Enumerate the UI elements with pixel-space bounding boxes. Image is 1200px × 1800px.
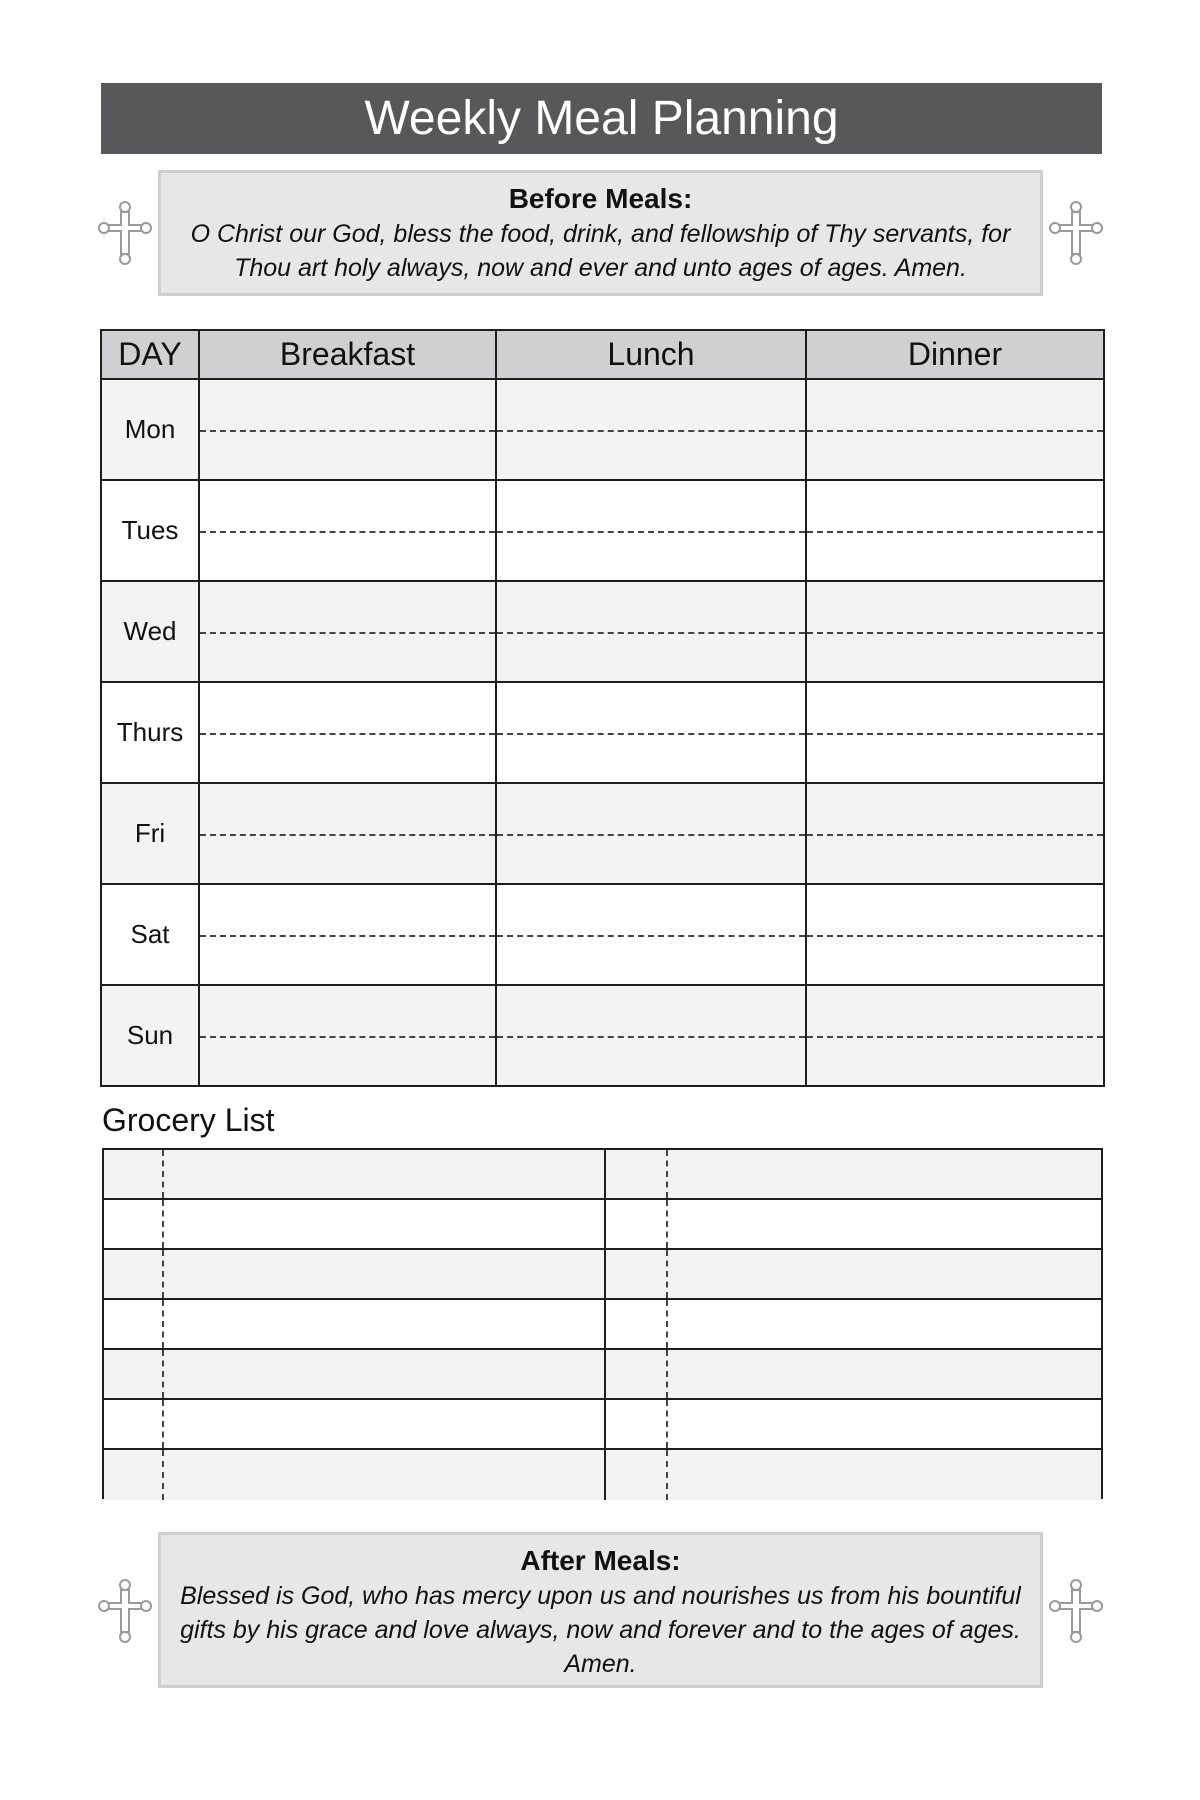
column-divider bbox=[604, 1400, 606, 1448]
grocery-row[interactable] bbox=[104, 1200, 1101, 1250]
cross-icon bbox=[98, 1576, 152, 1646]
lunch-cell[interactable] bbox=[496, 783, 806, 884]
breakfast-cell[interactable] bbox=[199, 884, 496, 985]
header-dinner: Dinner bbox=[806, 330, 1104, 379]
checkbox-divider bbox=[666, 1350, 668, 1398]
page-title: Weekly Meal Planning bbox=[101, 83, 1102, 154]
checkbox-divider bbox=[666, 1250, 668, 1298]
checkbox-divider bbox=[666, 1200, 668, 1248]
column-divider bbox=[604, 1300, 606, 1348]
lunch-cell[interactable] bbox=[496, 379, 806, 480]
header-lunch: Lunch bbox=[496, 330, 806, 379]
lunch-cell[interactable] bbox=[496, 682, 806, 783]
day-label: Sun bbox=[101, 985, 199, 1086]
day-label: Thurs bbox=[101, 682, 199, 783]
breakfast-cell[interactable] bbox=[199, 682, 496, 783]
checkbox-divider bbox=[162, 1400, 164, 1448]
after-meals-prayer bbox=[158, 1532, 1043, 1688]
checkbox-divider bbox=[162, 1450, 164, 1500]
checkbox-divider bbox=[162, 1350, 164, 1398]
column-divider bbox=[604, 1250, 606, 1298]
day-label: Fri bbox=[101, 783, 199, 884]
column-divider bbox=[604, 1350, 606, 1398]
lunch-cell[interactable] bbox=[496, 884, 806, 985]
table-row bbox=[101, 884, 1104, 985]
lunch-cell[interactable] bbox=[496, 480, 806, 581]
breakfast-cell[interactable] bbox=[199, 783, 496, 884]
before-meals-text: O Christ our God, bless the food, drink, and fellowship of Thy servants, for Thou art holy always, now and ever and unto ages of ages. Amen. bbox=[190, 220, 1011, 282]
dinner-cell[interactable] bbox=[806, 682, 1104, 783]
before-meals-prayer bbox=[158, 170, 1043, 296]
column-divider bbox=[604, 1200, 606, 1248]
dinner-cell[interactable] bbox=[806, 480, 1104, 581]
dinner-cell[interactable] bbox=[806, 884, 1104, 985]
grocery-row[interactable] bbox=[104, 1150, 1101, 1200]
grocery-row[interactable] bbox=[104, 1300, 1101, 1350]
grocery-row[interactable] bbox=[104, 1250, 1101, 1300]
checkbox-divider bbox=[666, 1150, 668, 1198]
table-row bbox=[101, 682, 1104, 783]
checkbox-divider bbox=[162, 1250, 164, 1298]
grocery-row[interactable] bbox=[104, 1400, 1101, 1450]
table-row bbox=[101, 581, 1104, 682]
day-label: Wed bbox=[101, 581, 199, 682]
dinner-cell[interactable] bbox=[806, 379, 1104, 480]
header-day: DAY bbox=[101, 330, 199, 379]
grocery-row[interactable] bbox=[104, 1450, 1101, 1500]
after-meals-heading: After Meals: bbox=[520, 1545, 681, 1576]
column-divider bbox=[604, 1450, 606, 1500]
table-row bbox=[101, 985, 1104, 1086]
checkbox-divider bbox=[666, 1450, 668, 1500]
dinner-cell[interactable] bbox=[806, 985, 1104, 1086]
header-breakfast: Breakfast bbox=[199, 330, 496, 379]
checkbox-divider bbox=[666, 1300, 668, 1348]
meal-table-header bbox=[101, 330, 1104, 379]
checkbox-divider bbox=[162, 1300, 164, 1348]
cross-icon bbox=[98, 198, 152, 268]
checkbox-divider bbox=[162, 1200, 164, 1248]
cross-icon bbox=[1049, 1576, 1103, 1646]
after-meals-text: Blessed is God, who has mercy upon us and nourishes us from his bountiful gifts by his grace and love always, now and forever and to the ages of ages. Amen. bbox=[180, 1582, 1021, 1678]
day-label: Tues bbox=[101, 480, 199, 581]
cross-icon bbox=[1049, 198, 1103, 268]
day-label: Mon bbox=[101, 379, 199, 480]
table-row bbox=[101, 379, 1104, 480]
breakfast-cell[interactable] bbox=[199, 379, 496, 480]
checkbox-divider bbox=[162, 1150, 164, 1198]
checkbox-divider bbox=[666, 1400, 668, 1448]
table-row bbox=[101, 480, 1104, 581]
column-divider bbox=[604, 1150, 606, 1198]
breakfast-cell[interactable] bbox=[199, 581, 496, 682]
dinner-cell[interactable] bbox=[806, 581, 1104, 682]
dinner-cell[interactable] bbox=[806, 783, 1104, 884]
grocery-list-title: Grocery List bbox=[102, 1102, 275, 1138]
lunch-cell[interactable] bbox=[496, 985, 806, 1086]
grocery-row[interactable] bbox=[104, 1350, 1101, 1400]
breakfast-cell[interactable] bbox=[199, 985, 496, 1086]
table-row bbox=[101, 783, 1104, 884]
before-meals-heading: Before Meals: bbox=[508, 183, 693, 214]
day-label: Sat bbox=[101, 884, 199, 985]
lunch-cell[interactable] bbox=[496, 581, 806, 682]
meal-plan-table bbox=[100, 329, 1105, 1087]
grocery-list bbox=[102, 1148, 1103, 1499]
breakfast-cell[interactable] bbox=[199, 480, 496, 581]
